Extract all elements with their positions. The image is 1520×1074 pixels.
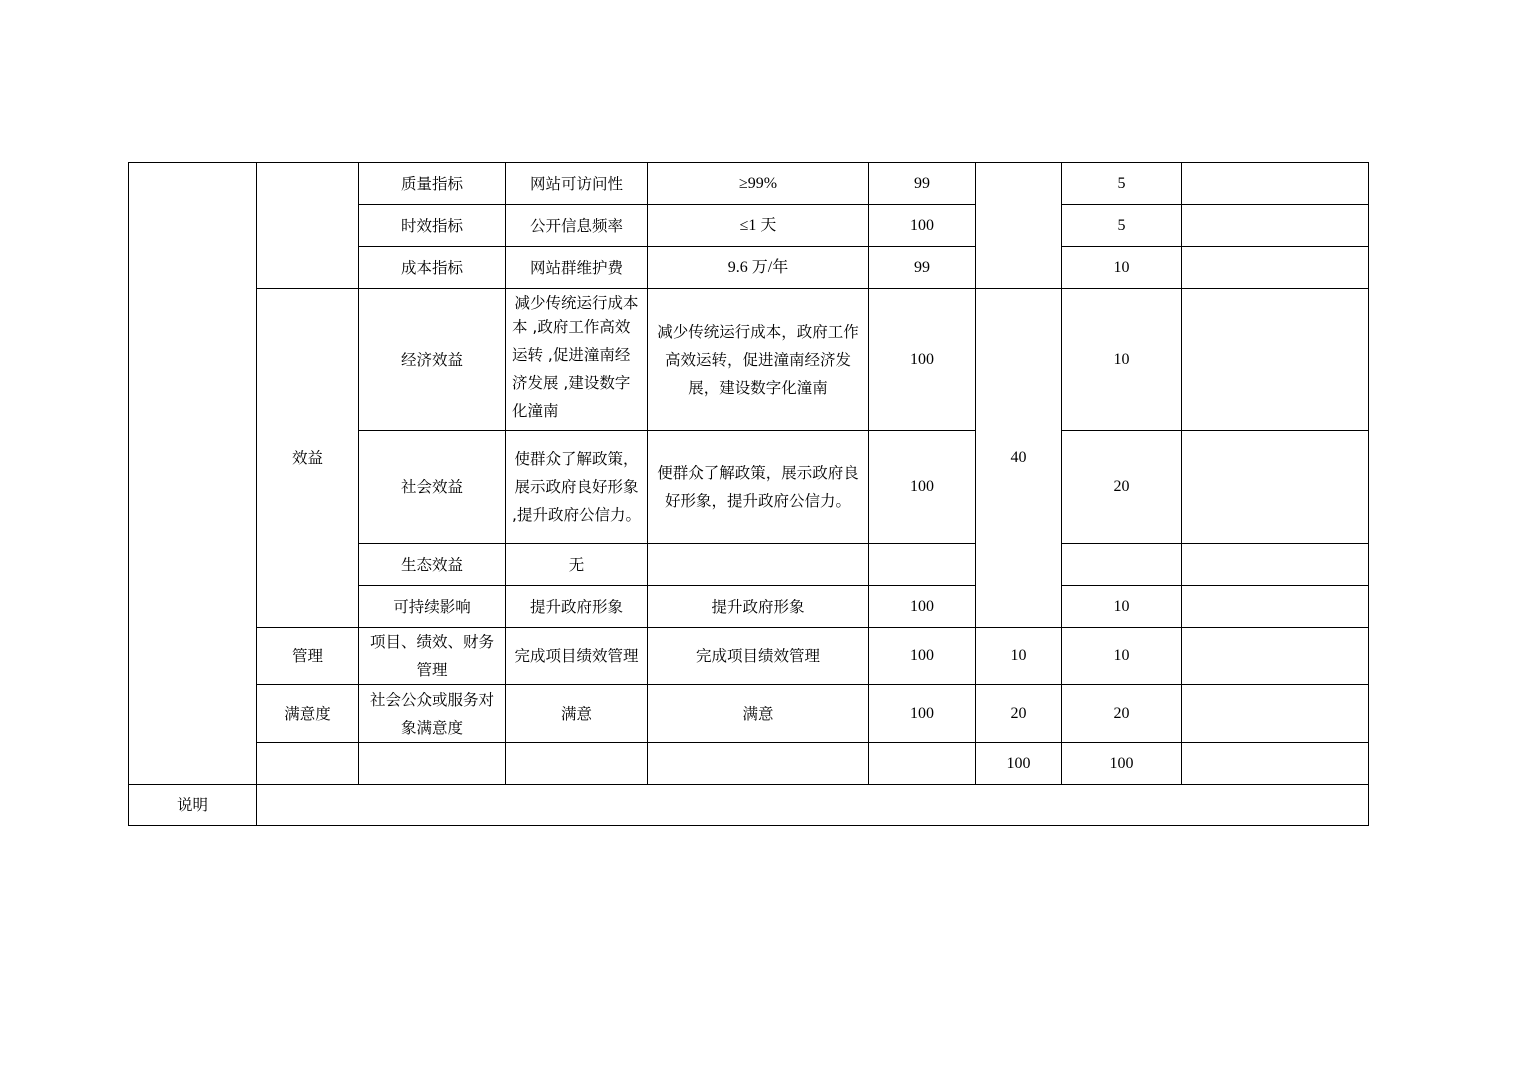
sub-indicator-cell: 使群众了解政策，展示政府良好形象 ,提升政府公信力。 (506, 431, 648, 544)
total-label-cell (257, 743, 359, 785)
target-value-cell: 9.6 万/年 (648, 247, 869, 289)
category-cell (129, 163, 257, 785)
total-score-cell: 100 (1062, 743, 1182, 785)
sub-indicator-cell: 公开信息频率 (506, 205, 648, 247)
sub-indicator-cell: 满意 (506, 685, 648, 743)
actual-value-cell (869, 544, 976, 586)
sub-indicator-cell (506, 289, 648, 431)
indicator-cell: 成本指标 (359, 247, 506, 289)
score-cell (1062, 544, 1182, 586)
actual-value-cell: 100 (869, 586, 976, 628)
empty-cell (869, 743, 976, 785)
target-value-cell: 完成项目绩效管理 (648, 628, 869, 685)
empty-cell (506, 743, 648, 785)
weight-cell: 10 (976, 628, 1062, 685)
score-cell: 20 (1062, 685, 1182, 743)
indicator-cell: 项目、绩效、财务管理 (359, 628, 506, 685)
table-row (129, 628, 1369, 685)
actual-value-cell: 100 (869, 628, 976, 685)
total-row (129, 743, 1369, 785)
remark-cell (1182, 289, 1369, 431)
target-value-cell: ≤1 天 (648, 205, 869, 247)
actual-value-cell: 100 (869, 289, 976, 431)
score-cell: 10 (1062, 289, 1182, 431)
score-cell: 10 (1062, 628, 1182, 685)
sub-indicator-cell: 网站可访问性 (506, 163, 648, 205)
target-value-cell: 减少传统运行成本，政府工作高效运转，促进潼南经济发展，建设数字化潼南 (648, 289, 869, 431)
actual-value-cell: 99 (869, 163, 976, 205)
score-cell: 5 (1062, 163, 1182, 205)
sub-indicator-cell: 无 (506, 544, 648, 586)
target-value-cell: 满意 (648, 685, 869, 743)
sub-indicator-text: 本 ,政府工作高效运转 ,促进潼南经济发展 ,建设数字化潼南 (512, 318, 631, 420)
note-label-cell: 说明 (129, 785, 257, 826)
remark-cell (1182, 431, 1369, 544)
indicator-cell: 可持续影响 (359, 586, 506, 628)
target-value-cell: 提升政府形象 (648, 586, 869, 628)
target-value-cell: 便群众了解政策，展示政府良好形象，提升政府公信力。 (648, 431, 869, 544)
indicator-cell: 时效指标 (359, 205, 506, 247)
target-value-cell (648, 544, 869, 586)
note-row (129, 785, 1369, 826)
sub-indicator-line: 减少传统运行成本 (514, 294, 639, 312)
management-group-cell: 管理 (257, 628, 359, 685)
remark-cell (1182, 586, 1369, 628)
empty-cell (648, 743, 869, 785)
remark-cell (1182, 247, 1369, 289)
sub-indicator-cell: 网站群维护费 (506, 247, 648, 289)
indicator-cell: 经济效益 (359, 289, 506, 431)
indicator-cell: 生态效益 (359, 544, 506, 586)
remark-cell (1182, 544, 1369, 586)
remark-cell (1182, 205, 1369, 247)
output-group-cell (257, 163, 359, 289)
remark-cell (1182, 163, 1369, 205)
sub-indicator-cell: 完成项目绩效管理 (506, 628, 648, 685)
performance-table (128, 162, 1369, 826)
score-cell: 10 (1062, 586, 1182, 628)
benefit-weight-cell: 40 (976, 289, 1062, 628)
target-value-cell: ≥99% (648, 163, 869, 205)
indicator-cell: 社会公众或服务对象满意度 (359, 685, 506, 743)
benefit-group-cell: 效益 (257, 289, 359, 628)
remark-cell (1182, 685, 1369, 743)
total-weight-cell: 100 (976, 743, 1062, 785)
indicator-cell: 质量指标 (359, 163, 506, 205)
score-cell: 5 (1062, 205, 1182, 247)
table-row (129, 685, 1369, 743)
satisfaction-group-cell: 满意度 (257, 685, 359, 743)
weight-cell: 20 (976, 685, 1062, 743)
actual-value-cell: 99 (869, 247, 976, 289)
score-cell: 10 (1062, 247, 1182, 289)
actual-value-cell: 100 (869, 431, 976, 544)
table-row (129, 163, 1369, 205)
remark-cell (1182, 743, 1369, 785)
sub-indicator-cell: 提升政府形象 (506, 586, 648, 628)
indicator-cell: 社会效益 (359, 431, 506, 544)
actual-value-cell: 100 (869, 205, 976, 247)
score-cell: 20 (1062, 431, 1182, 544)
note-content-cell (257, 785, 1369, 826)
remark-cell (1182, 628, 1369, 685)
empty-cell (359, 743, 506, 785)
table-row (129, 289, 1369, 431)
actual-value-cell: 100 (869, 685, 976, 743)
output-weight-cell (976, 163, 1062, 289)
